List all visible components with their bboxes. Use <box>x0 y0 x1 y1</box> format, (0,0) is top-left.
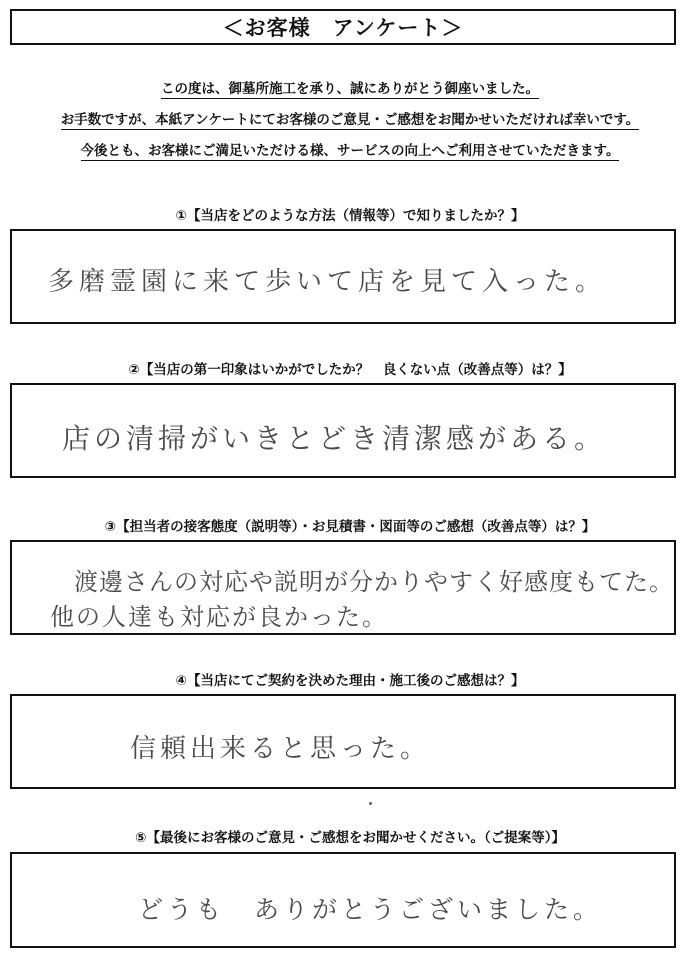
intro-line: この度は、御墓所施工を承り、誠にありがとう御座いました。 <box>161 81 539 97</box>
question-1-answer-box <box>10 229 676 324</box>
question-5-answer: どうも ありがとうございました。 <box>138 895 603 924</box>
question-3-answer-line-2: 他の人達も対応が良かった。 <box>50 603 388 631</box>
question-3-answer-line-1: 渡邊さんの対応や説明が分かりやすく好感度もてた。 <box>74 568 674 596</box>
question-4-label: ④【当店にてご契約を決めた理由・施工後のご感想は？】 <box>175 673 525 689</box>
stray-mark <box>369 802 372 805</box>
intro-text <box>0 74 700 167</box>
question-1-answer: 多磨霊園に来て歩いて店を見て入った。 <box>48 267 607 297</box>
question-3-answer-box <box>10 540 676 635</box>
question-5-answer-box <box>10 852 676 948</box>
intro-line: お手数ですが、本紙アンケートにてお客様のご意見・ご感想をお聞かせいただければ幸いです。 <box>60 112 640 128</box>
question-5-label: ⑤【最後にお客様のご意見・ご感想をお聞かせください。（ご提案等）】 <box>135 830 565 846</box>
question-2-answer-box <box>10 383 676 478</box>
question-4-answer-box <box>10 694 676 789</box>
question-2-label: ②【当店の第一印象はいかがでしたか？ 良くない点（改善点等）は？】 <box>128 362 572 378</box>
question-3-label: ③【担当者の接客態度（説明等）・お見積書・図面等のご感想（改善点等）は？】 <box>104 519 596 535</box>
question-2-answer: 店の清掃がいきとどき清潔感がある。 <box>62 422 607 455</box>
question-4-answer: 信頼出来ると思った。 <box>130 734 431 764</box>
question-1-label: ①【当店をどのような方法（情報等）で知りましたか？】 <box>175 208 525 224</box>
survey-title: ＜お客様 アンケート＞ <box>10 9 676 45</box>
intro-line: 今後とも、お客様にご満足いただける様、サービスの向上へご利用させていただきます。 <box>80 143 620 159</box>
